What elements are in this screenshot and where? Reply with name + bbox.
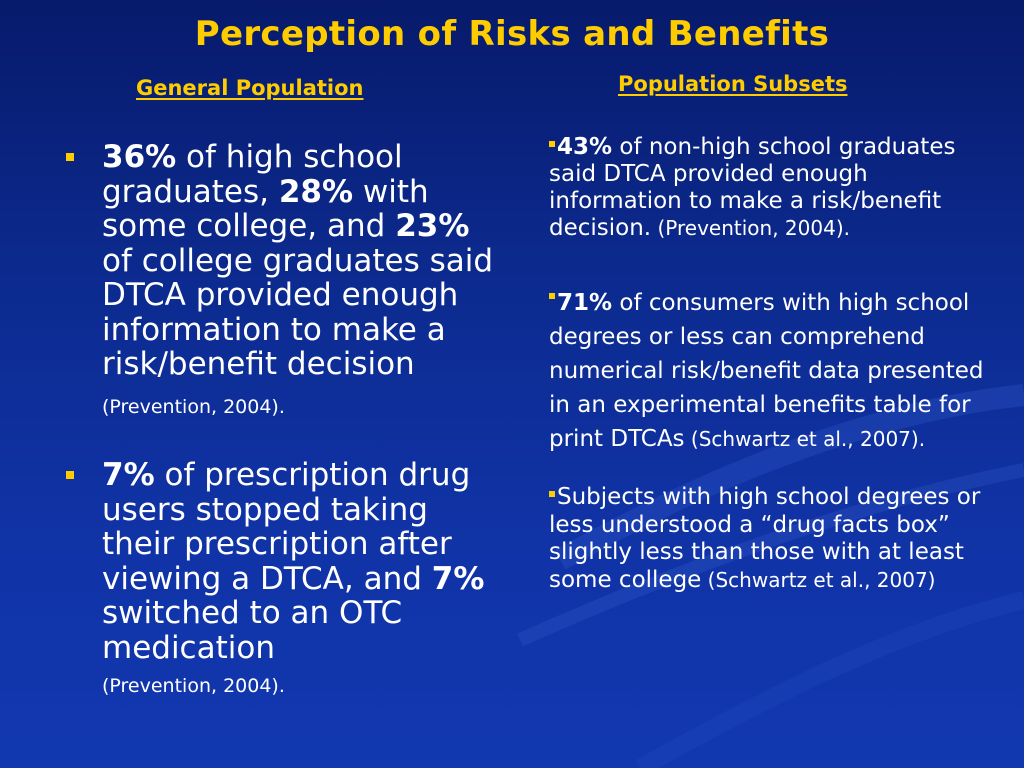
bullet-text: switched to an OTC medication	[102, 595, 403, 666]
bullet-square-icon	[549, 293, 555, 299]
citation: (Prevention, 2004).	[102, 675, 285, 697]
stat-value: 36%	[102, 139, 177, 175]
bullet-text: with some college, and	[102, 173, 429, 244]
left-column-header: General Population	[136, 76, 364, 100]
stat-value: 28%	[278, 173, 354, 210]
right-bullet-3	[549, 484, 989, 594]
bullet-text: of college graduates said DTCA provided enough information to make a risk/benefit decision	[102, 242, 494, 382]
bullet-square-icon	[66, 471, 74, 479]
left-column	[60, 140, 500, 704]
right-bullet-1	[549, 134, 989, 242]
left-bullet-2	[60, 458, 500, 704]
citation: (Prevention, 2004).	[651, 216, 850, 240]
bullet-text: of prescription drug users stopped taking their prescription after viewing a DTCA, and	[102, 457, 471, 597]
bullet-square-icon	[549, 491, 555, 497]
citation: (Prevention, 2004).	[102, 395, 285, 418]
stat-value: 7%	[102, 457, 155, 493]
slide-title: Perception of Risks and Benefits	[194, 14, 830, 54]
bullet-square-icon	[549, 141, 555, 147]
stat-value: 71%	[557, 290, 613, 316]
citation: (Schwartz et al., 2007).	[684, 427, 926, 451]
bullet-square-icon	[66, 153, 74, 161]
right-bullet-2	[549, 286, 989, 456]
bullet-text: of consumers with high school degrees or less can comprehend numerical risk/benefit data presented in an experimental benefits table for print DTCAs	[549, 290, 984, 452]
stat-value: 7%	[431, 560, 485, 597]
stat-value: 43%	[557, 134, 613, 160]
left-bullet-1	[60, 140, 500, 424]
right-column	[549, 134, 989, 594]
citation: (Schwartz et al., 2007)	[701, 567, 936, 592]
stat-value: 23%	[395, 208, 470, 244]
right-column-header: Population Subsets	[618, 72, 848, 96]
bullet-text: of high school graduates,	[102, 139, 403, 210]
bullet-text: of non-high school graduates said DTCA provided enough information to make a risk/benefit decision.	[549, 134, 956, 241]
bullet-text: Subjects with high school degrees or less understood a “drug facts box” slightly less than those with at least some college	[549, 484, 981, 593]
